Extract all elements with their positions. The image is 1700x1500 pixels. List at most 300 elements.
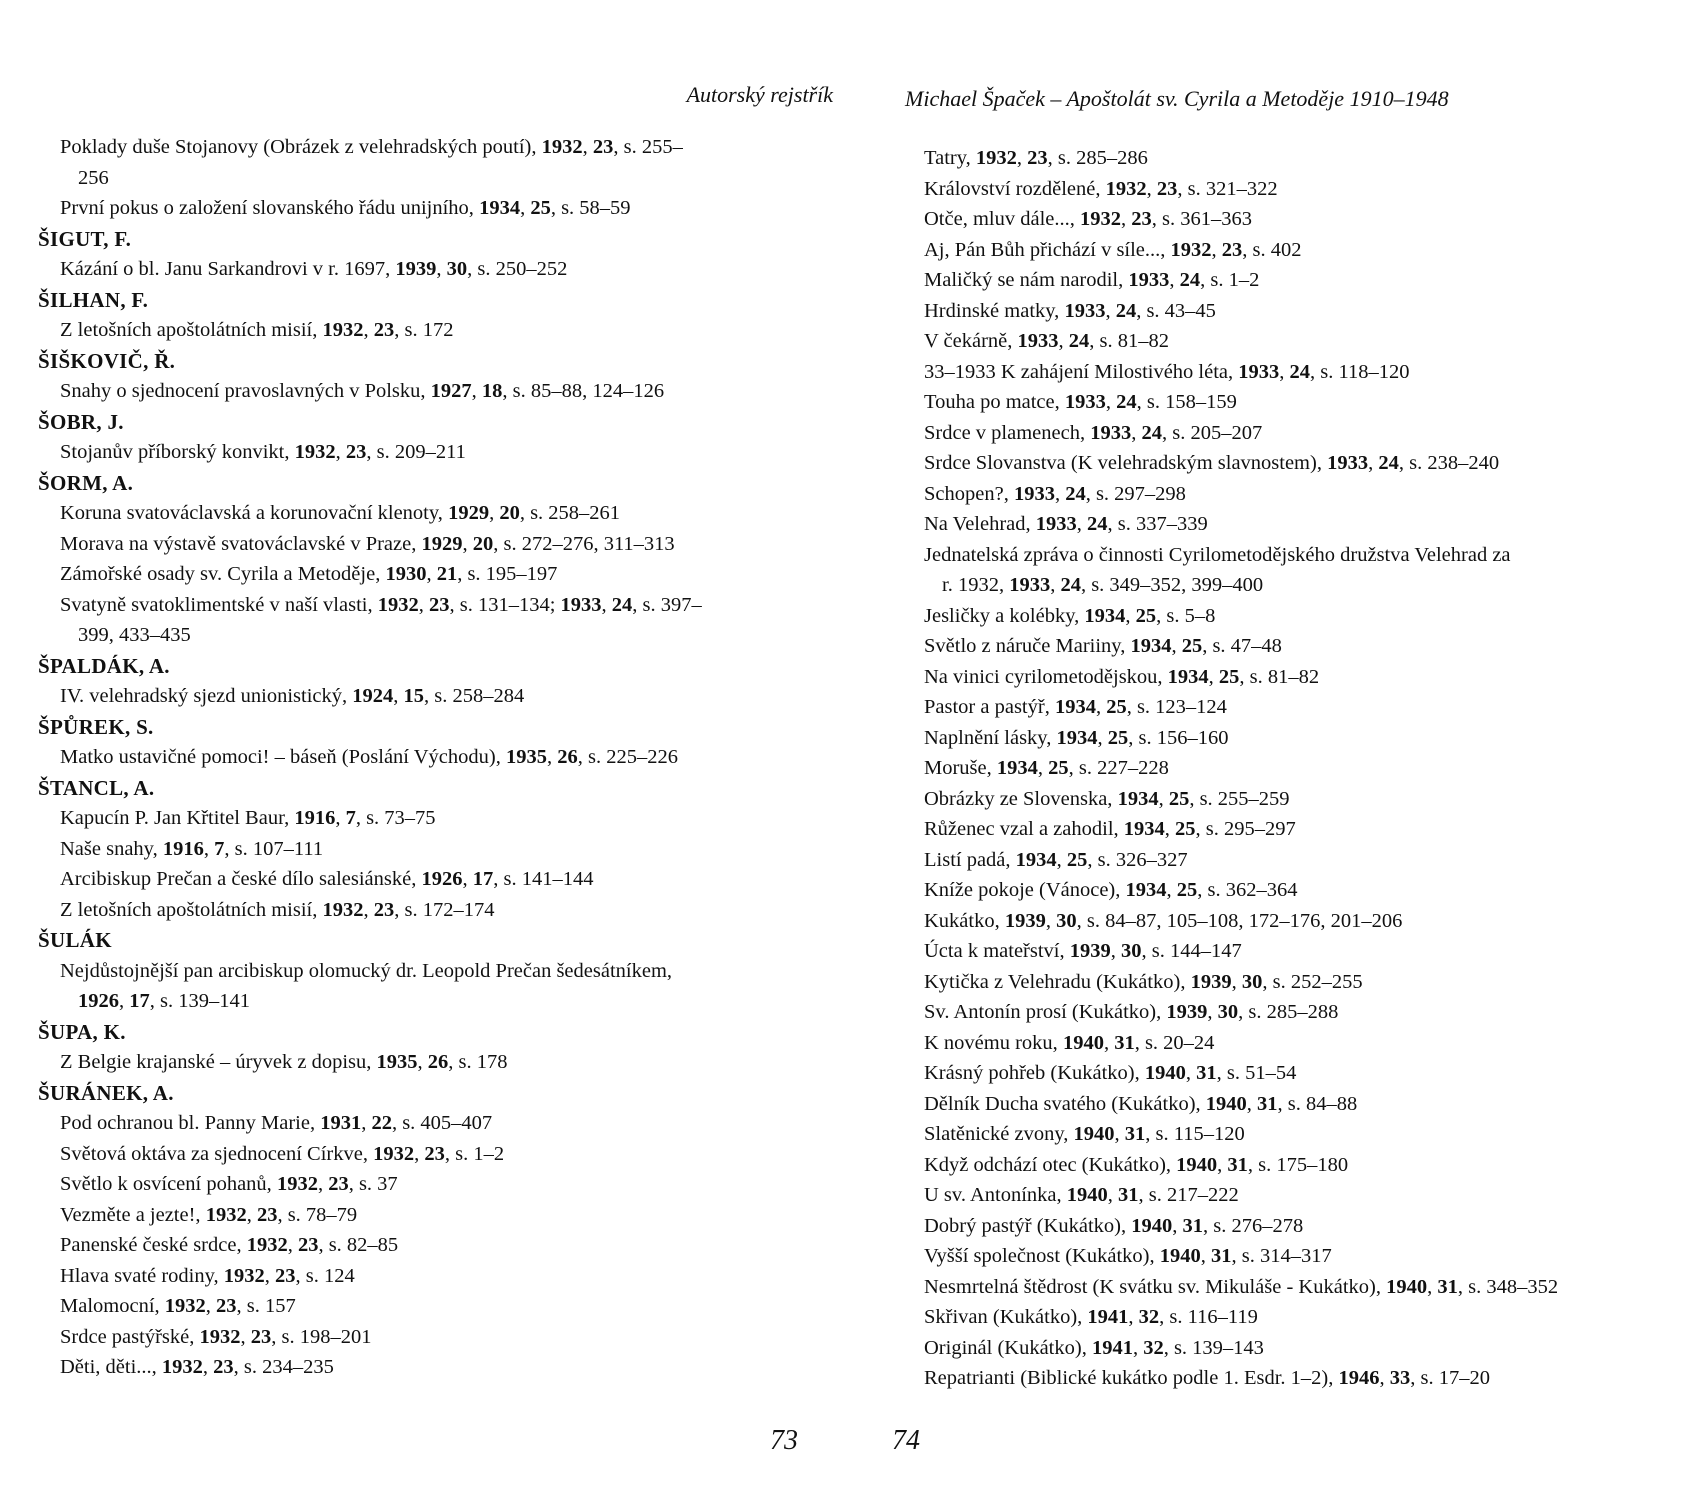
index-entry: Kázání o bl. Janu Sarkandrovi v r. 1697, 1939, 30, s. 250–252 <box>60 258 568 280</box>
entry-year: 1935 <box>506 746 547 768</box>
entry-year: 1932 <box>541 136 583 158</box>
entry-title: Kukátko, <box>924 909 1005 932</box>
entry-pages: , s. 81–82 <box>1239 665 1320 688</box>
entry-year: 1932 <box>322 319 364 341</box>
entry-year: 1935 <box>376 1051 418 1073</box>
entry-title: Pod ochranou bl. Panny Marie, <box>60 1112 321 1134</box>
entry-year: 1939 <box>1166 1001 1208 1023</box>
index-entry: Pod ochranou bl. Panny Marie, 1931, 22, s. 405–407 <box>60 1112 493 1134</box>
index-entry: Naplnění lásky, 1934, 25, s. 156–160 <box>924 726 1229 749</box>
entry-pages: r. 1932, <box>942 574 1010 596</box>
index-entry: Z Belgie krajanské – úryvek z dopisu, 1935, 26, s. 178 <box>60 1051 508 1073</box>
entry-title: Obrázky ze Slovenska, <box>924 787 1118 810</box>
index-entry: Panenské české srdce, 1932, 23, s. 82–85 <box>60 1234 399 1256</box>
entry-title: Světlo z náruče Mariiny, <box>924 635 1131 657</box>
entry-pages: , s. 238–240 <box>1398 452 1500 474</box>
entry-title: Stojanův příborský konvikt, <box>60 441 295 463</box>
entry-year: 1940 <box>1176 1153 1218 1176</box>
entry-year: 1934 <box>479 197 521 219</box>
entry-pages: , s. 361–363 <box>1151 208 1252 230</box>
entry-year: 1940 <box>1159 1245 1201 1267</box>
entry-volume: 31 <box>1124 1123 1146 1145</box>
entry-volume: 25 <box>1181 635 1203 657</box>
entry-volume: 17 <box>129 990 150 1012</box>
entry-year: 1926 <box>78 990 119 1012</box>
entry-pages: 256 <box>78 166 109 189</box>
index-entry: Jesličky a kolébky, 1934, 25, s. 5–8 <box>924 604 1216 627</box>
entry-volume: 23 <box>1027 147 1048 169</box>
entry-pages: , s. 348–352 <box>1457 1275 1559 1298</box>
entry-title: Repatrianti (Biblické kukátko podle 1. Esdr. 1–2), <box>924 1367 1339 1389</box>
entry-year: 1934 <box>996 757 1038 779</box>
entry-pages: , s. 73–75 <box>355 807 436 829</box>
entry-year: 1940 <box>1073 1123 1115 1145</box>
author-heading: ŠUPA, K. <box>38 1019 126 1044</box>
entry-pages: , s. 85–88, 124–126 <box>502 380 665 402</box>
entry-year: 1929 <box>448 502 490 524</box>
entry-pages: , s. 258–261 <box>519 502 621 524</box>
entry-title: Vyšší společnost (Kukátko), <box>924 1245 1160 1267</box>
author-heading: ŠTANCL, A. <box>38 775 155 800</box>
entry-year: 1933 <box>1090 421 1132 444</box>
entry-year: 1934 <box>1130 635 1172 657</box>
entry-volume: 24 <box>1087 513 1108 535</box>
index-entry: Z letošních apoštolátních misií, 1932, 23, s. 172 <box>60 319 454 341</box>
entry-pages: , s. 37 <box>348 1173 398 1195</box>
entry-year: 1933 <box>1064 299 1106 322</box>
entry-volume: 31 <box>1210 1245 1232 1267</box>
index-entry: Na vinici cyrilometodějskou, 1934, 25, s. 81–82 <box>924 665 1320 688</box>
entry-title: Tatry, <box>924 147 976 169</box>
index-entry: Děti, děti..., 1932, 23, s. 234–235 <box>60 1356 334 1378</box>
entry-title: Panenské české srdce, <box>60 1234 247 1256</box>
entry-volume: 23 <box>428 593 450 616</box>
index-entry: Tatry, 1932, 23, s. 285–286 <box>924 147 1148 169</box>
entry-volume: 23 <box>256 1203 278 1226</box>
entry-volume: 24 <box>1141 421 1162 444</box>
entry-title: Srdce Slovanstva (K velehradským slavnostem), <box>924 452 1328 474</box>
entry-title: Krásný pohřeb (Kukátko), <box>924 1062 1145 1084</box>
entry-pages: , s. 285–286 <box>1047 147 1148 169</box>
index-entry: Matko ustavičné pomoci! – báseň (Poslání Východu), 1935, 26, s. 225–226 <box>60 746 678 768</box>
entry-year: 1934 <box>1054 696 1096 718</box>
entry-title: Slatěnické zvony, <box>924 1123 1074 1145</box>
entry-pages: , s. 402 <box>1242 238 1302 261</box>
entry-pages: , s. 227–228 <box>1068 757 1169 779</box>
entry-title: Vezměte a jezte!, <box>60 1203 206 1226</box>
entry-year: 1932 <box>276 1173 318 1195</box>
entry-title: Dělník Ducha svatého (Kukátko), <box>924 1092 1206 1115</box>
entry-pages: , s. 1–2 <box>444 1142 505 1165</box>
index-entry: Kníže pokoje (Vánoce), 1934, 25, s. 362–364 <box>924 879 1298 901</box>
entry-pages: , s. 139–143 <box>1163 1336 1264 1359</box>
index-entry: Snahy o sjednocení pravoslavných v Polsku, 1927, 18, s. 85–88, 124–126 <box>60 380 665 402</box>
entry-title: Sv. Antonín prosí (Kukátko), <box>924 1001 1167 1023</box>
entry-volume: 25 <box>530 197 551 219</box>
entry-pages: , s. 115–120 <box>1145 1123 1245 1145</box>
running-head: Autorský rejstřík <box>686 82 833 107</box>
index-entry: Stojanův příborský konvikt, 1932, 23, s. 209–211 <box>60 441 466 463</box>
entry-year: 1934 <box>1167 665 1209 688</box>
entry-year: 1934 <box>1084 604 1126 627</box>
entry-pages: , s. 84–87, 105–108, 172–176, 201–206 <box>1076 909 1403 932</box>
entry-continuation <box>60 620 828 651</box>
index-entry <box>38 956 828 1017</box>
entry-title: Maličký se nám narodil, <box>924 269 1129 291</box>
index-entry: Slatěnické zvony, 1940, 31, s. 115–120 <box>924 1123 1245 1145</box>
entry-pages: , s. 175–180 <box>1247 1153 1349 1176</box>
index-entry: Růženec vzal a zahodil, 1934, 25, s. 295–297 <box>924 818 1296 840</box>
index-entry: Dobrý pastýř (Kukátko), 1940, 31, s. 276–278 <box>924 1214 1304 1237</box>
entry-volume: 23 <box>1131 208 1152 230</box>
index-entry: Maličký se nám narodil, 1933, 24, s. 1–2 <box>924 269 1260 291</box>
entry-title: Růženec vzal a zahodil, <box>924 818 1124 840</box>
entry-volume: 32 <box>1138 1306 1160 1328</box>
page-number: 73 <box>770 1425 798 1456</box>
index-entry: Kukátko, 1939, 30, s. 84–87, 105–108, 172–176, 201–206 <box>924 909 1403 932</box>
entry-year: 1941 <box>1091 1336 1133 1359</box>
entry-pages: , s. 321–322 <box>1177 177 1278 200</box>
index-entry: Světová oktáva za sjednocení Církve, 1932, 23, s. 1–2 <box>60 1142 505 1165</box>
author-heading: ŠIGUT, F. <box>38 226 132 251</box>
index-entry: K novému roku, 1940, 31, s. 20–24 <box>924 1031 1215 1054</box>
entry-volume: 25 <box>1106 696 1127 718</box>
entry-volume: 25 <box>1135 604 1157 627</box>
entry-pages: 399, 433–435 <box>78 624 191 646</box>
entry-year: 1939 <box>1069 940 1111 962</box>
entry-title: Kytička z Velehradu (Kukátko), <box>924 970 1191 993</box>
entry-continuation: 1926, 17, s. 139–141 <box>78 990 250 1012</box>
entry-title: Kapucín P. Jan Křtitel Baur, <box>60 807 295 829</box>
index-entry: Morava na výstavě svatováclavské v Praze, 1929, 20, s. 272–276, 311–313 <box>60 532 675 555</box>
entry-title: Skřivan (Kukátko), <box>924 1306 1088 1328</box>
entry-volume: 30 <box>1120 940 1142 962</box>
entry-volume: 31 <box>1257 1092 1278 1115</box>
index-entries <box>38 132 828 1383</box>
entry-title: Úcta k mateřství, <box>924 940 1070 962</box>
entry-pages: , s. 276–278 <box>1202 1214 1304 1237</box>
index-entry: Z letošních apoštolátních misií, 1932, 23, s. 172–174 <box>60 898 495 921</box>
entry-volume: 25 <box>1107 726 1129 749</box>
page-number: 74 <box>892 1425 920 1456</box>
entry-pages: , s. 217–222 <box>1138 1184 1239 1206</box>
entry-pages: , s. 405–407 <box>391 1112 493 1134</box>
right-page <box>850 0 1700 1500</box>
entry-year: 1933 <box>1327 452 1369 474</box>
entry-pages: , s. 158–159 <box>1136 391 1237 413</box>
entry-volume: 24 <box>1115 299 1137 322</box>
entry-pages: , s. 172 <box>394 319 454 341</box>
entry-title: Morava na výstavě svatováclavské v Praze, <box>60 532 422 555</box>
entry-continuation: r. 1932, 1933, 24, s. 349–352, 399–400 <box>942 574 1264 596</box>
entry-volume: 23 <box>373 319 395 341</box>
entry-year: 1934 <box>1123 818 1165 840</box>
entry-title: Kníže pokoje (Vánoce), <box>924 879 1126 901</box>
entry-title: IV. velehradský sjezd unionistický, <box>60 685 353 707</box>
entry-volume: 30 <box>1241 970 1263 993</box>
index-entry <box>924 540 1684 601</box>
entry-volume: 25 <box>1168 787 1190 810</box>
entry-year: 1932 <box>223 1264 265 1287</box>
index-entry: Hrdinské matky, 1933, 24, s. 43–45 <box>924 299 1216 322</box>
entry-volume: 31 <box>1227 1153 1248 1176</box>
entry-volume: 26 <box>427 1051 449 1073</box>
entry-year: 1940 <box>1131 1214 1173 1237</box>
entry-pages: , s. 43–45 <box>1136 299 1216 322</box>
entry-year: 1941 <box>1087 1306 1129 1328</box>
entry-title: V čekárně, <box>924 330 1018 352</box>
entry-year: 1932 <box>1105 177 1147 200</box>
entry-year: 1932 <box>322 898 364 921</box>
entry-pages: , s. 20–24 <box>1134 1031 1215 1054</box>
entry-title: Arcibiskup Prečan a české dílo salesiánské, <box>60 868 422 890</box>
index-entry: Moruše, 1934, 25, s. 227–228 <box>924 757 1169 779</box>
entry-title: Aj, Pán Bůh přichází v síle..., <box>924 238 1171 261</box>
entry-title: Schopen?, <box>924 482 1014 505</box>
entry-year: 1932 <box>294 441 336 463</box>
entry-pages: , s. 51–54 <box>1216 1062 1297 1084</box>
entry-year: 1946 <box>1338 1367 1380 1389</box>
entry-year: 1933 <box>1238 360 1280 383</box>
entry-pages: , s. 195–197 <box>457 563 558 585</box>
index-entry: V čekárně, 1933, 24, s. 81–82 <box>924 330 1170 352</box>
entry-title: Svatyně svatoklimentské v naší vlasti, <box>60 593 378 616</box>
entry-volume: 30 <box>1056 909 1077 932</box>
entry-year: 1932 <box>1170 238 1212 261</box>
entry-volume: 18 <box>481 380 503 402</box>
entry-pages: , s. 116–119 <box>1159 1306 1258 1328</box>
entry-year: 1932 <box>199 1325 241 1348</box>
entry-volume: 15 <box>403 685 425 707</box>
entry-year: 1933 <box>1017 330 1059 352</box>
index-entry: Otče, mluv dále..., 1932, 23, s. 361–363 <box>924 208 1252 230</box>
entry-year: 1933 <box>1013 482 1055 505</box>
entry-pages: , s. 17–20 <box>1410 1367 1490 1389</box>
index-entry: Srdce pastýřské, 1932, 23, s. 198–201 <box>60 1325 372 1348</box>
entry-title: Jednatelská zpráva o činnosti Cyrilometodějského družstva Velehrad za <box>924 543 1511 566</box>
entry-title: Hrdinské matky, <box>924 299 1065 322</box>
entry-year: 1924 <box>352 685 394 707</box>
entry-year: 1932 <box>205 1203 247 1226</box>
entry-volume: 30 <box>1217 1001 1239 1023</box>
index-entry: Krásný pohřeb (Kukátko), 1940, 31, s. 51–54 <box>924 1062 1297 1084</box>
entry-year: 1932 <box>246 1234 288 1256</box>
entry-pages: , s. 107–111 <box>224 837 324 860</box>
entry-pages: , s. 172–174 <box>394 898 495 921</box>
entry-pages: , s. 397– <box>632 593 702 616</box>
index-entry: Originál (Kukátko), 1941, 32, s. 139–143 <box>924 1336 1264 1359</box>
entry-year: 1934 <box>1015 848 1057 871</box>
entry-title: Dobrý pastýř (Kukátko), <box>924 1214 1132 1237</box>
author-heading: ŠURÁNEK, A. <box>38 1080 174 1105</box>
entry-volume: 32 <box>1143 1336 1164 1359</box>
author-heading: ŠOBR, J. <box>38 409 124 434</box>
entry-pages: , s. 47–48 <box>1202 635 1282 657</box>
entry-pages: , s. 141–144 <box>493 868 594 890</box>
entry-year: 1926 <box>421 868 463 890</box>
entry-pages: , s. 326–327 <box>1087 848 1188 871</box>
entry-title: Kázání o bl. Janu Sarkandrovi v r. 1697, <box>60 258 396 280</box>
entry-title: Poklady duše Stojanovy (Obrázek z velehradských poutí), <box>60 136 542 158</box>
entry-title: Listí padá, <box>924 848 1016 871</box>
entry-title: Nejdůstojnější pan arcibiskup olomucký dr. Leopold Prečan šedesátníkem, <box>60 959 673 982</box>
entry-year: 1934 <box>1117 787 1159 810</box>
author-heading: ŠILHAN, F. <box>38 287 149 312</box>
entry-pages: , s. 297–298 <box>1085 482 1186 505</box>
entry-pages: , s. 234–235 <box>233 1356 334 1378</box>
entry-pages: , s. 209–211 <box>366 441 466 463</box>
author-heading: ŠPALDÁK, A. <box>38 653 170 678</box>
entry-year: 1933 <box>1128 269 1170 291</box>
entry-volume: 25 <box>1218 665 1240 688</box>
index-entry: Vezměte a jezte!, 1932, 23, s. 78–79 <box>60 1203 358 1226</box>
entry-title: Zámořské osady sv. Cyrila a Metoděje, <box>60 563 386 585</box>
entry-title: Naše snahy, <box>60 837 163 860</box>
index-entry: Touha po matce, 1933, 24, s. 158–159 <box>924 391 1237 413</box>
index-entry: Úcta k mateřství, 1939, 30, s. 144–147 <box>924 940 1242 962</box>
index-entry: Srdce v plamenech, 1933, 24, s. 205–207 <box>924 421 1263 444</box>
entry-year: 1939 <box>1190 970 1232 993</box>
entry-volume: 24 <box>1060 574 1081 596</box>
index-entry: Zámořské osady sv. Cyrila a Metoděje, 1930, 21, s. 195–197 <box>60 563 558 585</box>
entry-year: 1933 <box>1035 513 1077 535</box>
index-entry: Svatyně svatoklimentské v naší vlasti, 1932, 23, s. 131–134; 1933, 24, s. 397– 399, 433–435 <box>38 590 828 651</box>
entry-pages: , s. 139–141 <box>149 990 250 1012</box>
entry-volume: 31 <box>1196 1062 1217 1084</box>
entry-volume: 24 <box>1289 360 1311 383</box>
entry-title: Koruna svatováclavská a korunovační klenoty, <box>60 502 449 524</box>
entry-pages: , s. 295–297 <box>1195 818 1296 840</box>
entry-volume: 23 <box>373 898 395 921</box>
entry-pages: , s. 205–207 <box>1161 421 1263 444</box>
index-entry: Kapucín P. Jan Křtitel Baur, 1916, 7, s. 73–75 <box>60 807 436 829</box>
entry-title: Srdce v plamenech, <box>924 421 1091 444</box>
entry-year: 1916 <box>162 837 204 860</box>
author-heading: ŠIŠKOVIČ, Ř. <box>38 348 176 373</box>
entry-pages: , s. 198–201 <box>271 1325 372 1348</box>
entry-pages: , s. 314–317 <box>1231 1245 1332 1267</box>
entry-pages: , s. 144–147 <box>1141 940 1242 962</box>
entry-volume: 26 <box>557 746 578 768</box>
index-entry: Koruna svatováclavská a korunovační klenoty, 1929, 20, s. 258–261 <box>60 502 621 524</box>
entry-pages: , s. 156–160 <box>1128 726 1229 749</box>
entry-year: 1930 <box>385 563 427 585</box>
entry-volume: 31 <box>1114 1031 1135 1054</box>
entry-title: U sv. Antonínka, <box>924 1184 1067 1206</box>
entry-year: 1932 <box>164 1295 206 1317</box>
entry-volume: 23 <box>216 1295 237 1317</box>
entry-title: Srdce pastýřské, <box>60 1325 200 1348</box>
entry-pages: , s. 362–364 <box>1197 879 1298 901</box>
entry-volume: 25 <box>1048 757 1069 779</box>
index-entry: Arcibiskup Prečan a české dílo salesiánské, 1926, 17, s. 141–144 <box>60 868 594 890</box>
index-entry: Poklady duše Stojanovy (Obrázek z velehradských poutí), 1932, 23, s. 255– 256 <box>38 132 828 193</box>
entry-title: Na vinici cyrilometodějskou, <box>924 665 1168 688</box>
entry-title: Originál (Kukátko), <box>924 1336 1092 1359</box>
entry-title: Pastor a pastýř, <box>924 696 1055 718</box>
entry-title: Hlava svaté rodiny, <box>60 1264 224 1287</box>
entry-pages: , s. 272–276, 311–313 <box>493 532 675 555</box>
entry-volume: 7 <box>345 807 356 829</box>
entry-pages: , s. 118–120 <box>1310 360 1410 383</box>
entry-volume: 7 <box>214 837 225 860</box>
entry-year: 1927 <box>430 380 472 402</box>
entry-volume: 23 <box>250 1325 272 1348</box>
index-entry: IV. velehradský sjezd unionistický, 1924, 15, s. 258–284 <box>60 685 525 707</box>
entry-year: 1934 <box>1125 879 1167 901</box>
entry-title: Světová oktáva za sjednocení Církve, <box>60 1142 374 1165</box>
entry-volume: 24 <box>1065 482 1086 505</box>
entry-title: Světlo k osvícení pohanů, <box>60 1173 277 1195</box>
entry-title: Království rozdělené, <box>924 177 1106 200</box>
entry-pages: , s. 78–79 <box>277 1203 358 1226</box>
entry-volume: 22 <box>371 1112 392 1134</box>
entry-title: Malomocní, <box>60 1295 165 1317</box>
entry-year: 1932 <box>373 1142 415 1165</box>
entry-pages: , s. 58–59 <box>550 197 631 219</box>
index-entry: Kytička z Velehradu (Kukátko), 1939, 30, s. 252–255 <box>924 970 1363 993</box>
index-entry: První pokus o založení slovanského řádu unijního, 1934, 25, s. 58–59 <box>60 197 631 219</box>
index-entry: Pastor a pastýř, 1934, 25, s. 123–124 <box>924 696 1227 718</box>
entry-year: 1932 <box>1079 208 1121 230</box>
entry-title: Děti, děti..., <box>60 1356 162 1378</box>
entry-continuation <box>60 163 828 194</box>
entry-volume: 33 <box>1389 1367 1411 1389</box>
index-entry: Schopen?, 1933, 24, s. 297–298 <box>924 482 1186 505</box>
entry-volume: 25 <box>1176 879 1198 901</box>
entry-volume: 23 <box>328 1173 349 1195</box>
entry-volume: 25 <box>1175 818 1196 840</box>
entry-pages: , s. 124 <box>295 1264 355 1287</box>
entry-volume: 25 <box>1066 848 1088 871</box>
entry-volume: 24 <box>1179 269 1201 291</box>
entry-title: Když odchází otec (Kukátko), <box>924 1153 1177 1176</box>
entry-pages: , s. 255– <box>613 136 683 158</box>
entry-pages: , s. 81–82 <box>1089 330 1170 352</box>
entry-volume: 23 <box>592 136 614 158</box>
entry-volume: 31 <box>1182 1214 1203 1237</box>
entry-pages: , s. 5–8 <box>1156 604 1216 627</box>
entry-pages: , s. 285–288 <box>1238 1001 1339 1023</box>
index-entry: Malomocní, 1932, 23, s. 157 <box>60 1295 296 1317</box>
index-entry: U sv. Antonínka, 1940, 31, s. 217–222 <box>924 1184 1239 1206</box>
index-entry: Království rozdělené, 1932, 23, s. 321–322 <box>924 177 1278 200</box>
entry-volume: 23 <box>297 1234 319 1256</box>
index-entry: Nesmrtelná štědrost (K svátku sv. Mikuláše - Kukátko), 1940, 31, s. 348–352 <box>924 1275 1559 1298</box>
entry-year: 1933 <box>560 593 602 616</box>
entry-volume: 24 <box>611 593 633 616</box>
entry-pages: , s. 225–226 <box>577 746 678 768</box>
entry-title: Moruše, <box>924 757 997 779</box>
entry-year: 1934 <box>1056 726 1098 749</box>
entry-year: 1939 <box>395 258 437 280</box>
index-entry: Aj, Pán Bůh přichází v síle..., 1932, 23, s. 402 <box>924 238 1302 261</box>
entry-title: Jesličky a kolébky, <box>924 604 1085 627</box>
entry-title: Z letošních apoštolátních misií, <box>60 319 323 341</box>
index-entry: Srdce Slovanstva (K velehradským slavnostem), 1933, 24, s. 238–240 <box>924 452 1500 474</box>
entry-volume: 24 <box>1116 391 1137 413</box>
entry-title: Z letošních apoštolátních misií, <box>60 898 323 921</box>
index-entry: Naše snahy, 1916, 7, s. 107–111 <box>60 837 324 860</box>
entry-pages: , s. 1–2 <box>1200 269 1260 291</box>
entry-year: 1940 <box>1066 1184 1108 1206</box>
entry-title: Naplnění lásky, <box>924 726 1057 749</box>
entry-title: K novému roku, <box>924 1031 1063 1054</box>
entry-title: Matko ustavičné pomoci! – báseň (Poslání Východu), <box>60 746 506 768</box>
index-entry: Skřivan (Kukátko), 1941, 32, s. 116–119 <box>924 1306 1258 1328</box>
entry-title: 33–1933 K zahájení Milostivého léta, <box>924 360 1239 383</box>
entry-year: 1932 <box>161 1356 203 1378</box>
